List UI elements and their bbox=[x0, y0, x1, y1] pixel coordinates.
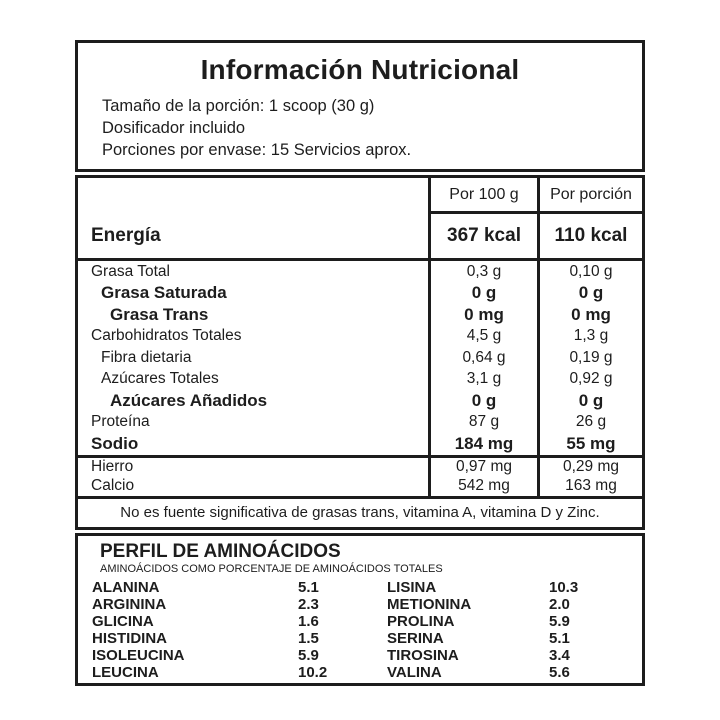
amino-name: TIROSINA bbox=[387, 646, 459, 664]
amino-value: 1.6 bbox=[298, 612, 319, 630]
nutrient-name: Grasa Total bbox=[91, 262, 170, 280]
nutrient-value-per-100g: 0,64 g bbox=[428, 347, 537, 369]
nutrient-value-per-100g: 0 g bbox=[428, 390, 537, 412]
amino-value: 10.2 bbox=[298, 663, 328, 681]
nutrient-value-per-serving: 0 g bbox=[537, 283, 642, 305]
energy-per-100g: 367 kcal bbox=[428, 214, 537, 258]
nutrient-name: Fibra dietaria bbox=[101, 348, 192, 366]
amino-value: 5.1 bbox=[298, 578, 319, 596]
nutrient-name: Proteína bbox=[91, 413, 150, 431]
mineral-value-per-100g: 542 mg bbox=[428, 477, 537, 496]
amino-value: 3.4 bbox=[549, 646, 570, 664]
nutrient-value-per-100g: 4,5 g bbox=[428, 326, 537, 348]
header-box bbox=[75, 40, 645, 172]
amino-value: 5.6 bbox=[549, 663, 570, 681]
mineral-name: Calcio bbox=[91, 477, 135, 494]
amino-name: GLICINA bbox=[92, 612, 154, 630]
amino-grid bbox=[78, 579, 642, 681]
mineral-value-per-100g: 0,97 mg bbox=[428, 458, 537, 477]
amino-value: 5.1 bbox=[549, 629, 570, 647]
servings-per-container-line: Porciones por envase: 15 Servicios aprox. bbox=[102, 141, 412, 159]
nutrient-value-per-100g: 0 g bbox=[428, 283, 537, 305]
amino-value: 1.5 bbox=[298, 629, 319, 647]
amino-name: HISTIDINA bbox=[92, 629, 167, 647]
amino-name: METIONINA bbox=[387, 595, 472, 613]
mineral-value-per-serving: 0,29 mg bbox=[537, 458, 642, 477]
nutrient-value-per-100g: 0 mg bbox=[428, 304, 537, 326]
nutrient-value-per-serving: 1,3 g bbox=[537, 326, 642, 348]
amino-heading: PERFIL DE AMINOÁCIDOS bbox=[100, 540, 341, 562]
col-header-per-serving: Por porción bbox=[537, 178, 642, 214]
nutrient-value-per-100g: 87 g bbox=[428, 412, 537, 434]
nutrition-table bbox=[75, 175, 645, 530]
nutrient-name: Azúcares Totales bbox=[101, 370, 219, 388]
nutrient-name: Azúcares Añadidos bbox=[110, 390, 268, 410]
mineral-rows bbox=[78, 455, 642, 496]
energy-per-serving: 110 kcal bbox=[537, 214, 642, 258]
mineral-value-per-serving: 163 mg bbox=[537, 477, 642, 496]
amino-name: ARGININA bbox=[92, 595, 167, 613]
amino-name: ISOLEUCINA bbox=[92, 646, 185, 664]
nutrient-name: Sodio bbox=[91, 433, 139, 453]
amino-name: LISINA bbox=[387, 578, 437, 596]
serving-size-line: Tamaño de la porción: 1 scoop (30 g) bbox=[102, 97, 375, 115]
label-title: Información Nutricional bbox=[200, 54, 520, 85]
insignificant-source-note: No es fuente significativa de grasas trans, vitamina A, vitamina D y Zinc. bbox=[120, 504, 600, 521]
amino-name: VALINA bbox=[387, 663, 442, 681]
amino-name: SERINA bbox=[387, 629, 444, 647]
amino-name: PROLINA bbox=[387, 612, 455, 630]
note-row bbox=[78, 496, 642, 527]
serving-lines bbox=[102, 95, 618, 161]
nutrient-name: Grasa Trans bbox=[110, 304, 209, 324]
amino-name: ALANINA bbox=[92, 578, 160, 596]
nutrient-value-per-serving: 0 g bbox=[537, 390, 642, 412]
amino-name: LEUCINA bbox=[92, 663, 159, 681]
amino-value: 5.9 bbox=[298, 646, 319, 664]
amino-value: 10.3 bbox=[549, 578, 579, 596]
empty-header-cell bbox=[78, 178, 428, 214]
amino-value: 2.0 bbox=[549, 595, 570, 613]
amino-value: 5.9 bbox=[549, 612, 570, 630]
nutrient-name: Carbohidratos Totales bbox=[91, 327, 242, 345]
nutrient-value-per-100g: 0,3 g bbox=[428, 261, 537, 283]
amino-value: 2.3 bbox=[298, 595, 319, 613]
nutrient-rows bbox=[78, 258, 642, 455]
table-head-section bbox=[78, 178, 642, 258]
nutrient-value-per-100g: 3,1 g bbox=[428, 369, 537, 391]
nutrient-value-per-serving: 0,92 g bbox=[537, 369, 642, 391]
nutrient-value-per-100g: 184 mg bbox=[428, 433, 537, 455]
nutrient-value-per-serving: 55 mg bbox=[537, 433, 642, 455]
col-header-per-100g: Por 100 g bbox=[428, 178, 537, 214]
nutrition-label bbox=[75, 40, 645, 686]
mineral-name: Hierro bbox=[91, 458, 134, 475]
nutrient-value-per-serving: 26 g bbox=[537, 412, 642, 434]
nutrient-value-per-serving: 0 mg bbox=[537, 304, 642, 326]
amino-subheading: AMINOÁCIDOS COMO PORCENTAJE DE AMINOÁCIDOS TOTALES bbox=[100, 562, 443, 575]
energy-row-name: Energía bbox=[91, 225, 161, 246]
amino-profile-box bbox=[75, 533, 645, 686]
scoop-included-line: Dosificador incluido bbox=[102, 119, 246, 137]
nutrient-value-per-serving: 0,10 g bbox=[537, 261, 642, 283]
nutrient-name: Grasa Saturada bbox=[101, 283, 227, 303]
nutrient-value-per-serving: 0,19 g bbox=[537, 347, 642, 369]
